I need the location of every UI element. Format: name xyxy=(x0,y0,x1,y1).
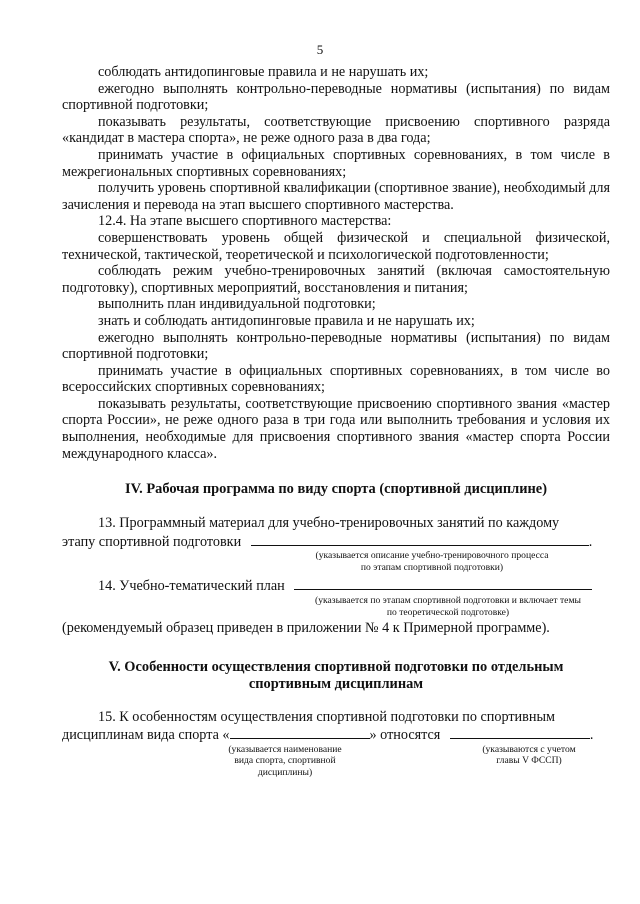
field-note: (указывается описание учебно-тренировочного процесса xyxy=(315,550,549,562)
field-note: дисциплины) xyxy=(257,766,313,778)
section-12-4: 12.4. На этапе высшего спортивного мастерства: xyxy=(98,213,392,230)
paragraph: совершенствовать уровень общей физической и специальной физической, технической, тактической, теоретической и психологической подготовленности; xyxy=(62,229,610,263)
document-body xyxy=(62,64,610,784)
field-note: главы V ФССП) xyxy=(496,755,562,767)
paragraph: соблюдать режим учебно-тренировочных занятий (включая самостоятельную подготовку), спортивных мероприятий, восстановления и питания; xyxy=(62,263,610,296)
item-14-reference: (рекомендуемый образец приведен в приложении № 4 к Примерной программе). xyxy=(62,620,550,637)
paragraph: соблюдать антидопинговые правила и не нарушать их; xyxy=(98,64,429,80)
paragraph: принимать участие в официальных спортивных соревнованиях, в том числе во всероссийских спортивных соревнованиях; xyxy=(62,362,610,396)
section-heading-iv: IV. Рабочая программа по виду спорта (спортивной дисциплине) xyxy=(125,481,547,498)
field-note: (указываются с учетом xyxy=(482,743,576,755)
item-15-line1: 15. К особенностям осуществления спортивной подготовки по спортивным xyxy=(98,708,555,725)
field-note: вида спорта, спортивной xyxy=(234,755,336,767)
item-14-line xyxy=(62,576,610,595)
item-15-line2: дисциплинам вида спорта « » относятся . xyxy=(62,727,594,744)
paragraph: выполнить план индивидуальной подготовки; xyxy=(98,296,376,313)
paragraph: ежегодно выполнять контрольно-переводные нормативы (испытания) по видам спортивной подготовки; xyxy=(62,329,610,363)
paragraph: получить уровень спортивной квалификации (спортивное звание), необходимый для зачисления и перевода на этап высшего спортивного мастерства. xyxy=(62,180,610,213)
item-13-label: этапу спортивной подготовки xyxy=(62,533,242,550)
page-number: 5 xyxy=(316,42,324,57)
note-left xyxy=(220,744,350,779)
fill-in-line xyxy=(294,576,592,590)
item-13-line1: 13. Программный материал для учебно-тренировочных занятий по каждому xyxy=(98,515,560,532)
fill-in-line xyxy=(251,532,589,546)
item-15-label-start: дисциплинам вида спорта « xyxy=(62,727,230,744)
fill-in-line xyxy=(230,725,370,739)
paragraph: показывать результаты, соответствующие присвоению спортивного разряда «кандидат в мастера спорта», не реже одного раза в два года; xyxy=(62,113,610,147)
field-note: по этапам спортивной подготовки) xyxy=(360,561,504,573)
item-13-line2: этапу спортивной подготовки . xyxy=(62,533,593,550)
paragraph: принимать участие в официальных спортивных соревнованиях, в том числе в межрегиональных спортивных соревнованиях; xyxy=(62,146,610,180)
field-note: (указывается по этапам спортивной подготовки и включает темы xyxy=(315,595,581,607)
paragraph: ежегодно выполнять контрольно-переводные нормативы (испытания) по видам спортивной подготовки; xyxy=(62,80,610,114)
section-heading-v-line1: V. Особенности осуществления спортивной подготовки по отдельным xyxy=(108,658,564,675)
section-heading-v-line2: спортивным дисциплинам xyxy=(248,675,424,692)
paragraph: знать и соблюдать антидопинговые правила и не нарушать их; xyxy=(98,312,475,329)
note-right xyxy=(464,744,594,767)
fill-in-line xyxy=(450,725,590,739)
field-note: по теоретической подготовке) xyxy=(386,606,510,618)
paragraph: показывать результаты, соответствующие присвоению спортивного звания «мастер спорта России», не реже одного раза в три года или выполнить требования и условия их выполнения, необходимые для присвоения спортивного звания «мастер спорта России международного класса». xyxy=(62,395,610,462)
field-note: (указывается наименование xyxy=(228,743,342,755)
item-14-label: 14. Учебно-тематический план xyxy=(98,578,285,595)
item-15-label-end: » относятся xyxy=(369,727,441,744)
